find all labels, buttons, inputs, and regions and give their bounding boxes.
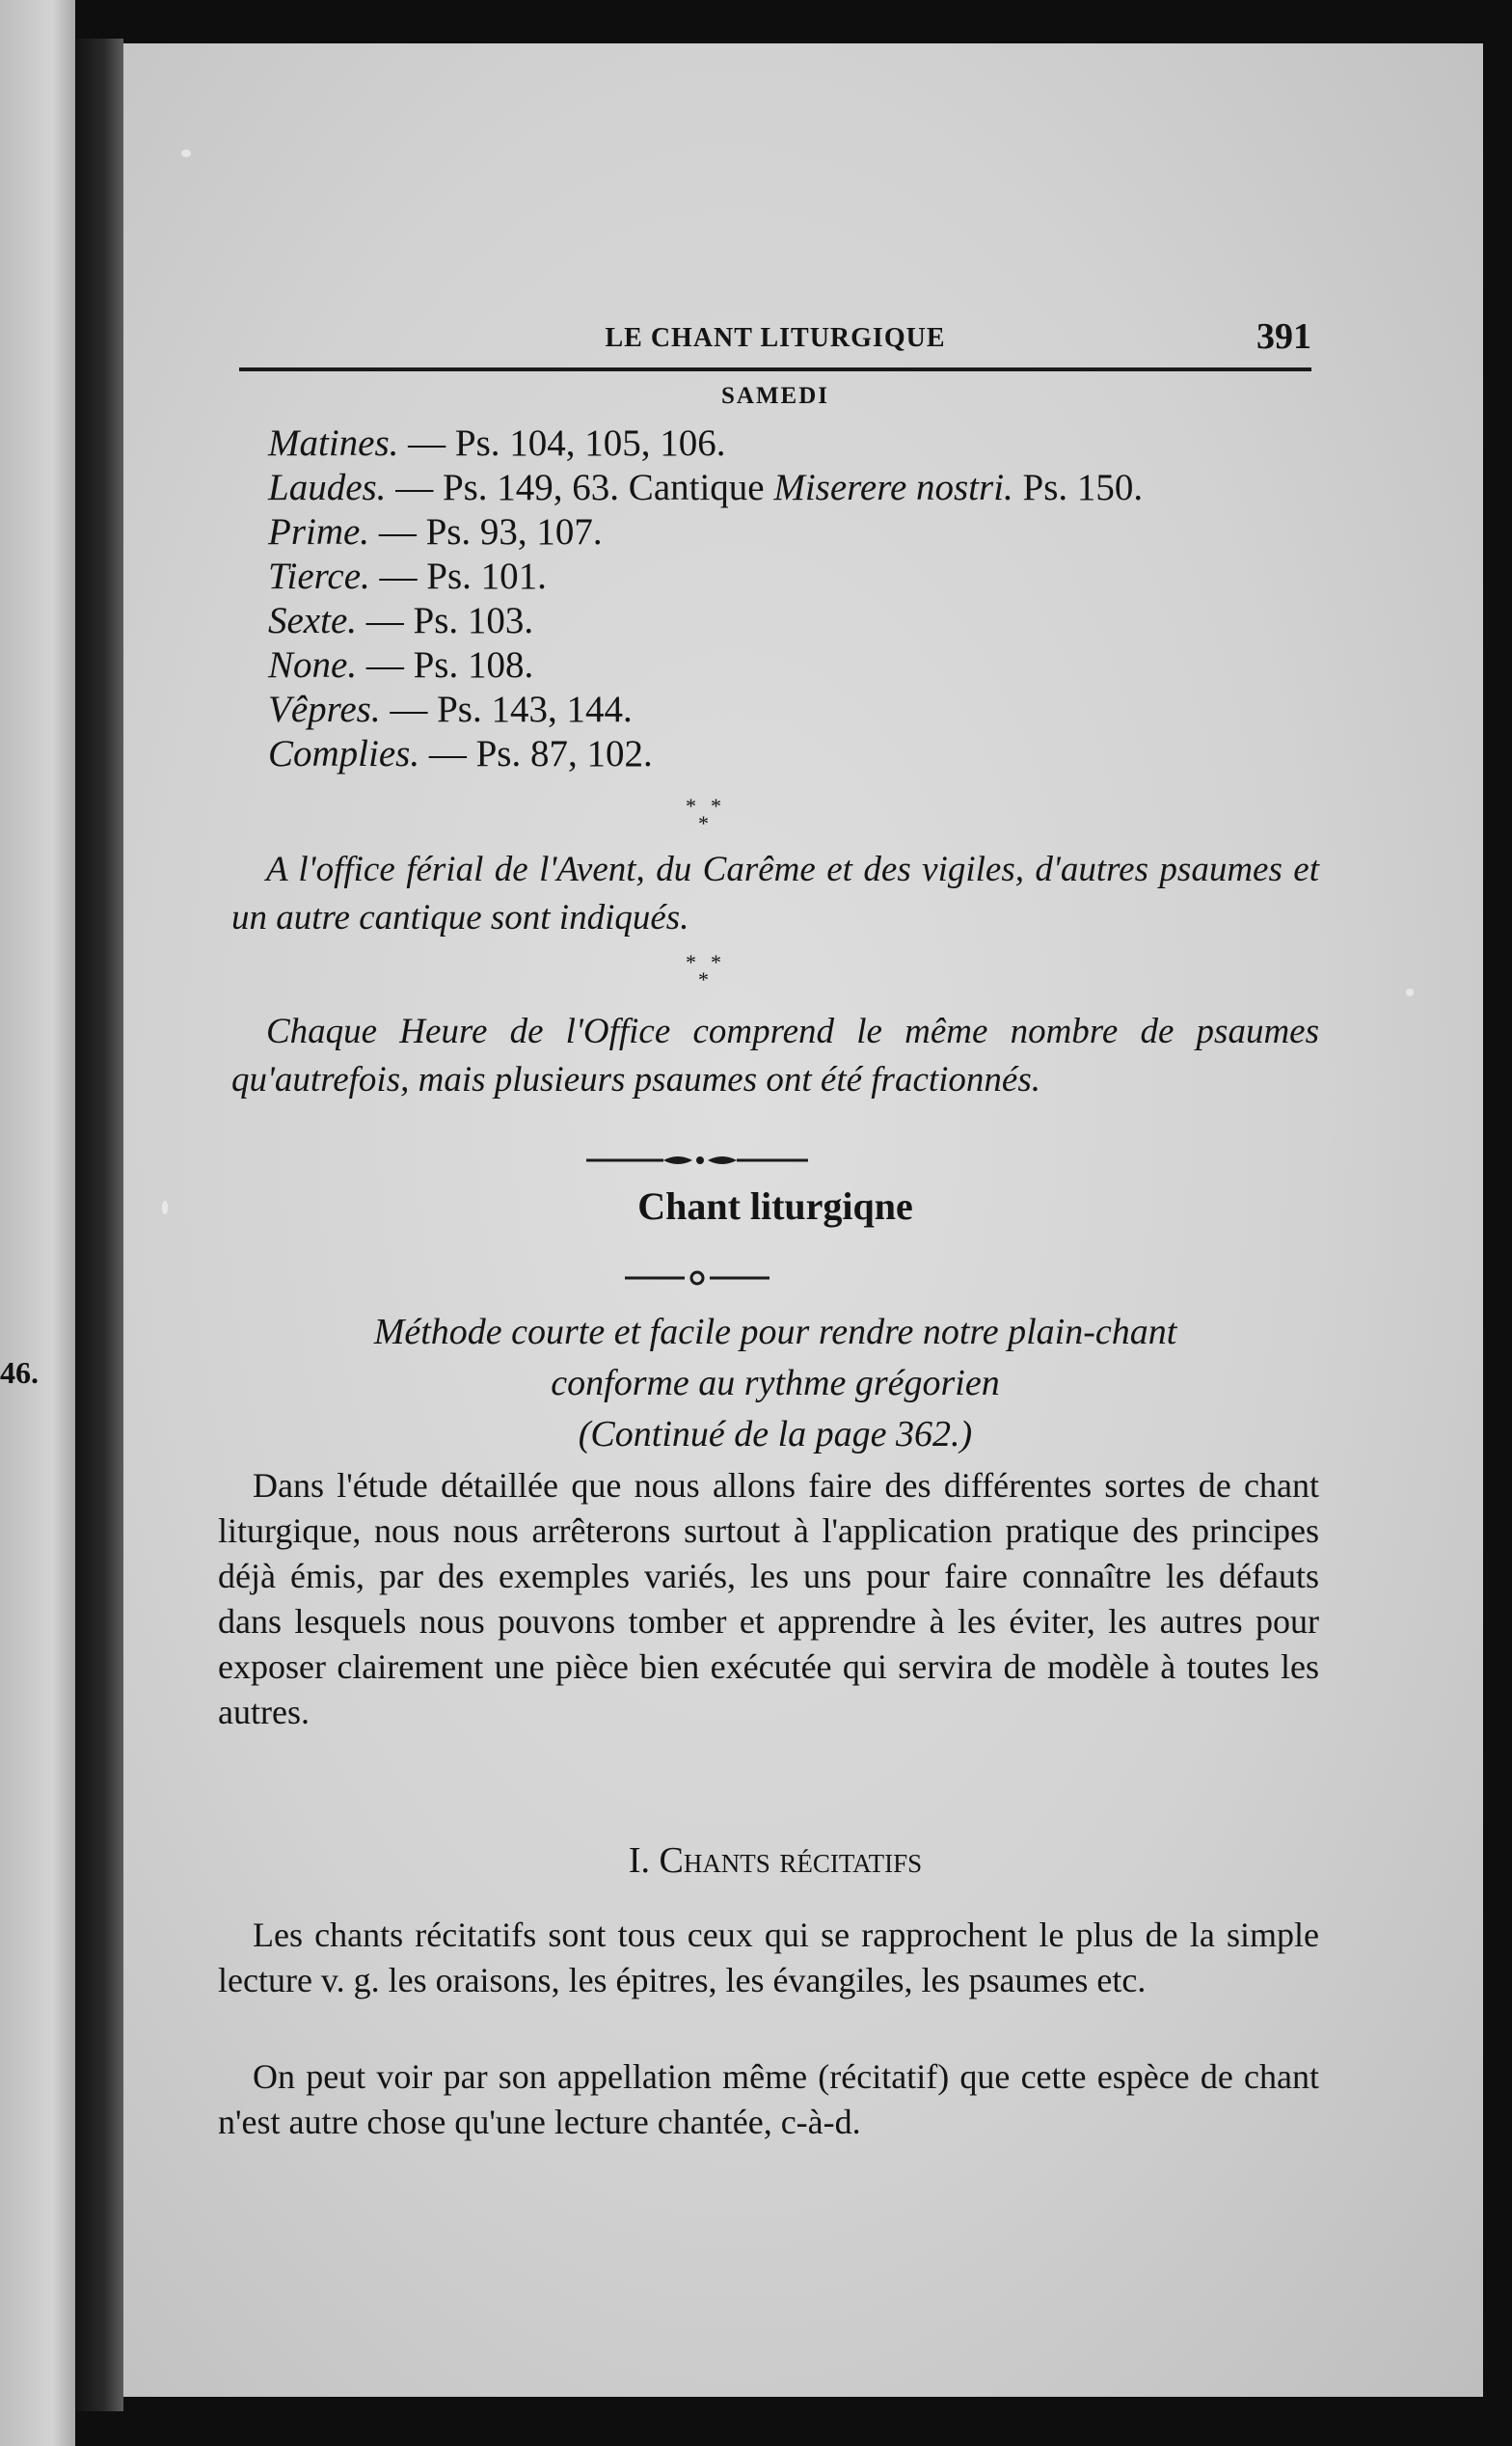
hour-name: Matines. bbox=[268, 422, 399, 464]
previous-page-number: 46. bbox=[0, 1355, 39, 1390]
hour-psalms: — Ps. 104, 105, 106. bbox=[398, 422, 726, 464]
asterism bbox=[678, 796, 736, 840]
book-page bbox=[123, 43, 1483, 2397]
hour-psalms: — Ps. 87, 102. bbox=[419, 733, 653, 775]
hour-psalms-after: Ps. 150. bbox=[1012, 467, 1144, 508]
hour-psalms: — Ps. 149, 63. Cantique bbox=[386, 467, 774, 508]
hour-psalms: — Ps. 101. bbox=[369, 556, 547, 597]
hour-psalms: — Ps. 93, 107. bbox=[369, 511, 603, 553]
hour-entry bbox=[268, 555, 1329, 599]
hour-entry bbox=[268, 732, 1329, 776]
hour-entry bbox=[268, 688, 1329, 732]
asterism-star: * bbox=[698, 811, 709, 835]
paper-speck bbox=[181, 149, 191, 157]
subtitle-line: conforme au rythme grégorien bbox=[551, 1363, 1000, 1403]
hour-entry bbox=[268, 510, 1329, 555]
running-head bbox=[239, 294, 1311, 371]
hour-entry bbox=[268, 643, 1329, 688]
day-heading: SAMEDI bbox=[720, 383, 829, 409]
book-gutter bbox=[75, 39, 123, 2411]
hour-name: Complies. bbox=[268, 733, 420, 775]
paragraph-intro: Dans l'étude détaillée que nous allons faire des différentes sortes de chant liturgique, nous nous arrêterons surtout à l'application pratique des principes déjà émis, par des exemples variés, les uns pour faire connaître les défauts dans lesquels nous pouvons tomber et apprendre à les éviter, les autres pour exposer clairement une pièce bien exécutée qui servira de modèle à toutes les autres. bbox=[218, 1466, 1319, 1731]
chapter-title: Chants récitatifs bbox=[659, 1840, 923, 1881]
hour-name: Laudes. bbox=[268, 467, 387, 508]
asterism-star: * bbox=[686, 950, 696, 974]
asterism-star: * bbox=[686, 794, 696, 818]
paragraph-recitative-definition: Les chants récitatifs sont tous ceux qui se rapprochent le plus de la simple lecture v. g. les oraisons, les épitres, les évangiles, les psaumes etc. bbox=[218, 1916, 1319, 1999]
chapter-number: I. bbox=[628, 1840, 650, 1881]
hour-psalms: — Ps. 108. bbox=[357, 644, 534, 686]
page-number: 391 bbox=[1256, 316, 1311, 357]
paper-speck bbox=[1406, 989, 1414, 996]
hour-psalms: — Ps. 103. bbox=[357, 600, 534, 641]
hour-name: Tierce. bbox=[268, 556, 370, 597]
asterism bbox=[678, 952, 736, 996]
hour-name: Sexte. bbox=[268, 600, 358, 641]
paragraph-recitative-appellation: On peut voir par son appellation même (récitatif) que cette espèce de chant n'est autre chose qu'une lecture chantée, c-à-d. bbox=[218, 2057, 1319, 2141]
note-office-psalms: Chaque Heure de l'Office comprend le même nombre de psaumes qu'autrefois, mais plusieurs psaumes ont été fractionnés. bbox=[231, 1012, 1319, 1100]
canticle-name: Miserere nostri. bbox=[773, 467, 1013, 508]
previous-page-edge bbox=[0, 0, 75, 2446]
hour-entry bbox=[268, 421, 1329, 466]
hour-entry bbox=[268, 599, 1329, 643]
continued-note: (Continué de la page 362.) bbox=[578, 1414, 973, 1454]
hour-name: None. bbox=[268, 644, 358, 686]
hour-name: Vêpres. bbox=[268, 689, 381, 730]
office-hours-list bbox=[268, 421, 1329, 776]
hour-psalms: — Ps. 143, 144. bbox=[380, 689, 633, 730]
running-title: LE CHANT LITURGIQUE bbox=[605, 323, 946, 353]
asterism-star: * bbox=[711, 950, 721, 974]
chapter-heading bbox=[239, 1839, 1311, 1882]
section-title: Chant liturgiqne bbox=[637, 1184, 913, 1228]
subtitle-line: Méthode courte et facile pour rendre notre plain-chant bbox=[373, 1312, 1177, 1352]
asterism-star: * bbox=[711, 794, 721, 818]
hour-entry bbox=[268, 466, 1329, 510]
section-subtitle bbox=[239, 1307, 1311, 1460]
ornament-divider bbox=[586, 1151, 808, 1170]
asterism-star: * bbox=[698, 967, 709, 992]
hour-name: Prime. bbox=[268, 511, 370, 553]
small-separator bbox=[625, 1268, 770, 1288]
paper-speck bbox=[162, 1201, 168, 1214]
note-ferial-office: A l'office férial de l'Avent, du Carême et des vigiles, d'autres psaumes et un autre cantique sont indiqués. bbox=[231, 850, 1319, 938]
